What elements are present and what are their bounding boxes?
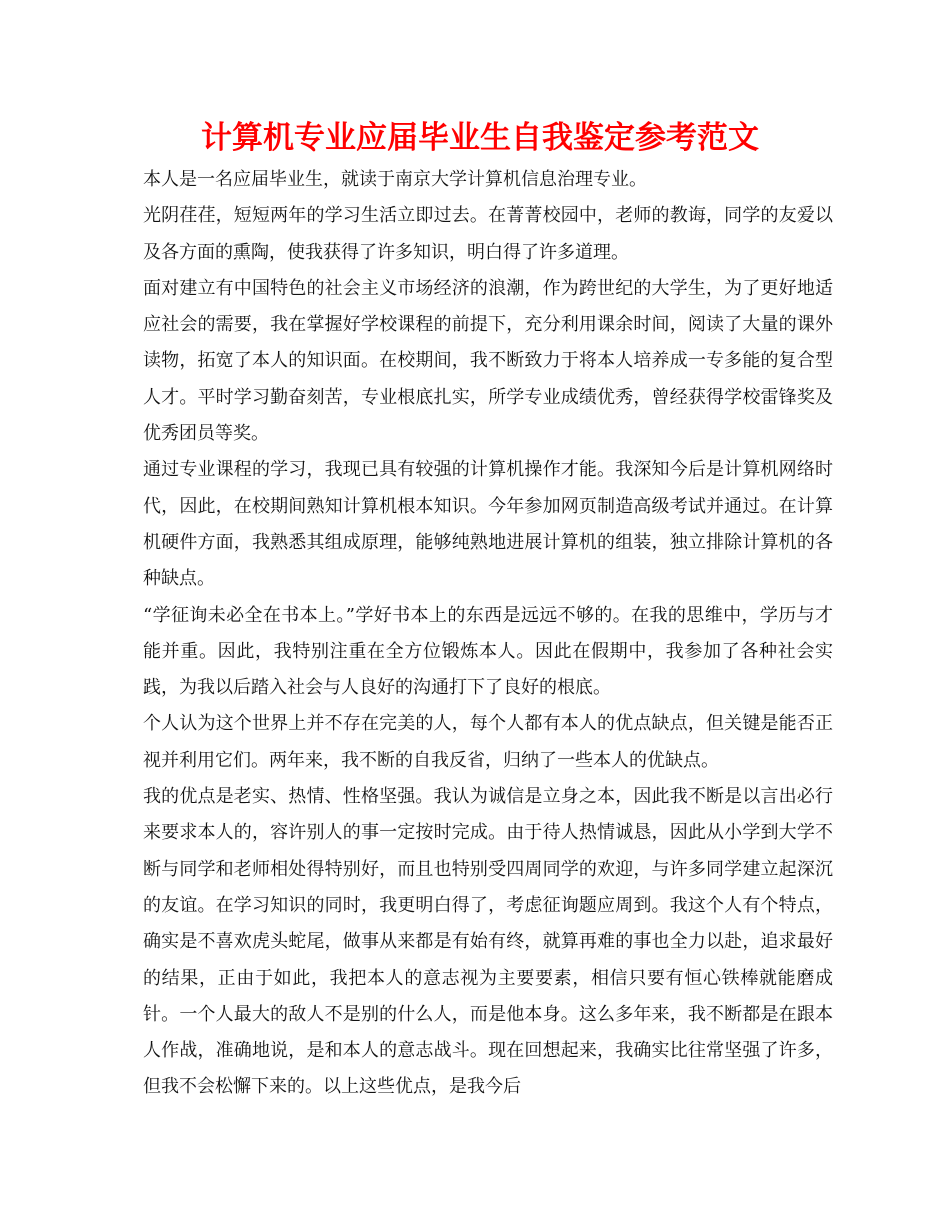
paragraph-strengths: 我的优点是老实、热情、性格坚强。我认为诚信是立身之本，因此我不断是以言出必行来要求本人的，容许别人的事一定按时完成。由于待人热情诚恳，因此从小学到大学不断与同学和老师相处得特别好，而且也特别受四周同学的欢迎，与许多同学建立起深沉的友谊。在学习知识的同时，我更明白得了，考虑征询题应周到。我这个人有个特点，确实是不喜欢虎头蛇尾，做事从来都是有始有终，就算再难的事也全力以赴，追求最好的结果，正由于如此，我把本人的意志视为主要要素，相信只要有恒心铁棒就能磨成针。一个人最大的敌人不是别的什么人，而是他本身。这么多年来，我不断都是在跟本人作战，准确地说，是和本人的意志战斗。现在回想起来，我确实比往常坚强了许多，但我不会松懈下来的。以上这些优点，是我今后 bbox=[143, 786, 833, 1098]
paragraph-social-practice: “学征询未必全在书本上。”学好书本上的东西是远远不够的。在我的思维中，学历与才能并重。因此，我特别注重在全方位锻炼本人。因此在假期中，我参加了各种社会实践，为我以后踏入社会与人良好的沟通打下了良好的根底。 bbox=[143, 604, 833, 699]
paragraph-studies: 面对建立有中国特色的社会主义市场经济的浪潮，作为跨世纪的大学生，为了更好地适应社会的需要，我在掌握好学校课程的前提下，充分利用课余时间，阅读了大量的课外读物，拓宽了本人的知识面。在校期间，我不断致力于将本人培养成一专多能的复合型人才。平时学习勤奋刻苦，专业根底扎实，所学专业成绩优秀，曾经获得学校雷锋奖及优秀团员等奖。 bbox=[143, 277, 833, 445]
document-title: 计算机专业应届毕业生自我鉴定参考范文 bbox=[201, 120, 759, 156]
paragraph-intro: 本人是一名应届毕业生，就读于南京大学计算机信息治理专业。 bbox=[143, 169, 647, 190]
document-body bbox=[143, 162, 833, 1106]
paragraph-computer-skills: 通过专业课程的学习，我现已具有较强的计算机操作才能。我深知今后是计算机网络时代，因此，在校期间熟知计算机根本知识。今年参加网页制造高级考试并通过。在计算机硬件方面，我熟悉其组成原理，能够纯熟地进展计算机的组装，独立排除计算机的各种缺点。 bbox=[143, 459, 833, 590]
paragraph-self-reflection: 个人认为这个世界上并不存在完美的人，每个人都有本人的优点缺点，但关键是能否正视并利用它们。两年来，我不断的自我反省，归纳了一些本人的优缺点。 bbox=[143, 713, 833, 771]
paragraph-campus-life: 光阴荏荏，短短两年的学习生活立即过去。在菁菁校园中，老师的教诲，同学的友爱以及各方面的熏陶，使我获得了许多知识，明白得了许多道理。 bbox=[143, 205, 833, 263]
